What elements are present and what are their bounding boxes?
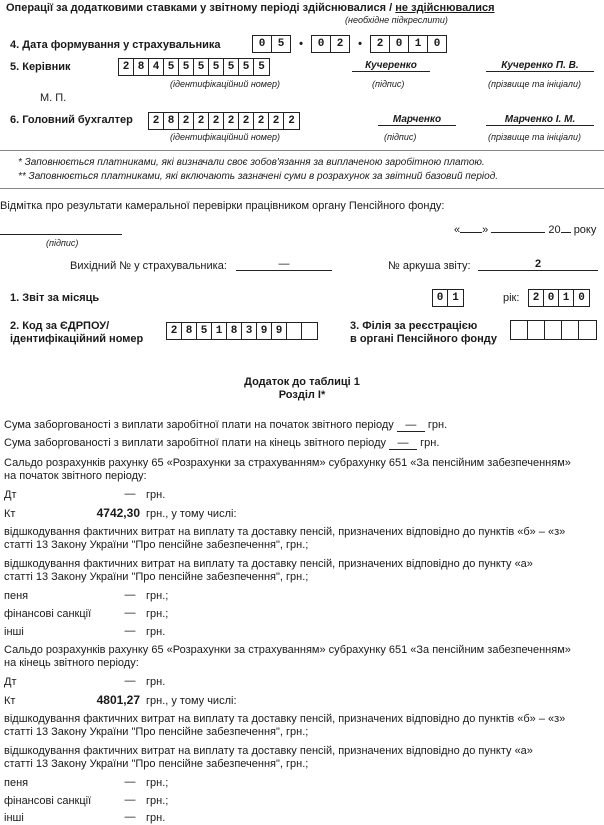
digit: 1: [452, 292, 459, 304]
dev-bv-line-2b: статті 13 Закону України "Про пенсійне забезпечення", грн.;: [4, 726, 309, 738]
dev-a-line-2: статті 13 Закону України "Про пенсійне забезпечення", грн.;: [4, 571, 309, 583]
sheet-label: № аркуша звіту:: [388, 260, 471, 272]
stamp-place: М. П.: [40, 92, 67, 104]
digit: 8: [227, 323, 242, 339]
debt-start-value: —: [397, 419, 425, 432]
digit: 2: [119, 59, 134, 75]
date-day: [252, 35, 291, 53]
digit: 2: [167, 323, 182, 339]
accountant-signature: Марченко: [378, 114, 456, 126]
divider: [0, 188, 604, 189]
dev-a-line-2b: статті 13 Закону України "Про пенсійне забезпечення", грн.;: [4, 758, 309, 770]
digit: 0: [433, 38, 441, 50]
digit: 2: [224, 113, 239, 129]
debt-end-unit: грн.: [420, 437, 440, 449]
digit: [562, 321, 579, 339]
other-unit-1: грн.: [146, 626, 166, 638]
ops-not-done: не здійснювалися: [395, 2, 495, 14]
debt-start-line: [4, 419, 447, 432]
report-year-label: рік:: [503, 292, 520, 304]
digit: 8: [134, 59, 149, 75]
digit: 5: [258, 61, 265, 73]
inspection-sign-hint: (підпис): [46, 238, 79, 248]
footnote-1: * Заповнюється платниками, які визначали своє зобов'язання за виплаченою заробітною платою.: [18, 157, 485, 168]
digit: 5: [164, 59, 179, 75]
debt-start-label: Сума заборгованості з виплати заробітної плати на початок звітного періоду: [4, 419, 394, 431]
code-label-1: 2. Код за ЄДРПОУ/: [10, 320, 110, 332]
sanctions-label-1: фінансові санкції: [4, 608, 92, 620]
date-dot: •: [358, 38, 362, 50]
other-value-2: —: [124, 811, 136, 823]
digit: [579, 321, 596, 339]
other-label-2: інші: [4, 812, 24, 824]
digit: 2: [269, 113, 284, 129]
date-month: [311, 35, 350, 53]
accountant-label: 6. Головний бухгалтер: [10, 114, 133, 126]
ops-sep: /: [389, 2, 393, 14]
digit: 2: [371, 36, 390, 52]
digit: 5: [239, 59, 254, 75]
date-dot: •: [299, 38, 303, 50]
inspection-text: Відмітка про результати камеральної перевірки працівником органу Пенсійного фонду:: [0, 200, 445, 212]
penalty-unit-2: грн.;: [146, 777, 169, 789]
accountant-name-hint: (прізвище та ініціали): [488, 132, 581, 142]
dev-a-line-1: відшкодування фактичних витрат на виплату та доставку пенсій, призначених відповідно до пункту «а»: [4, 558, 533, 570]
other-label-1: інші: [4, 626, 24, 638]
digit: [287, 323, 302, 339]
ops-hint: (необхідне підкреслити): [345, 15, 448, 25]
accountant-id-hint: (ідентифікаційний номер): [170, 132, 280, 142]
director-id-boxes: [118, 58, 270, 76]
outgoing-value: —: [236, 258, 332, 271]
dev-a-line-1b: відшкодування фактичних витрат на виплату та доставку пенсій, призначених відповідно до пункту «а»: [4, 745, 533, 757]
kt-suffix-1: грн., у тому числі:: [146, 508, 237, 520]
kt-value-2: 4801,27: [96, 693, 140, 707]
digit: 1: [212, 323, 227, 339]
dt-value-1: —: [124, 488, 136, 500]
code-boxes: [166, 322, 318, 340]
inspection-sign-line: [0, 234, 122, 235]
penalty-value-2: —: [124, 776, 136, 788]
digit: 5: [179, 59, 194, 75]
digit: 5: [194, 59, 209, 75]
other-value-1: —: [124, 625, 136, 637]
saldo-start-line-2: на початок звітного періоду:: [4, 470, 147, 482]
kt-suffix-2: грн., у тому числі:: [146, 695, 237, 707]
digit: 9: [272, 323, 287, 339]
accountant-signature-hint: (підпис): [384, 132, 417, 142]
ops-text: Операції за додатковими ставками у звітному періоді: [6, 2, 300, 14]
penalty-label-1: пеня: [4, 590, 29, 602]
penalty-unit-1: грн.;: [146, 590, 169, 602]
digit: 2: [288, 115, 295, 127]
director-id-hint: (ідентифікаційний номер): [170, 79, 280, 89]
penalty-value-1: —: [124, 589, 136, 601]
year-blank: [561, 232, 571, 233]
month-blank: [491, 232, 545, 233]
outgoing-label: Вихідний № у страхувальника:: [70, 260, 227, 272]
ops-done: здійснювалися: [302, 2, 387, 14]
digit: 2: [194, 113, 209, 129]
digit: 0: [544, 290, 559, 306]
digit: 0: [253, 36, 272, 52]
dev-bv-line-2: статті 13 Закону України "Про пенсійне забезпечення", грн.;: [4, 539, 309, 551]
debt-end-line: [4, 437, 439, 450]
saldo-end-line-1: Сальдо розрахунків рахунку 65 «Розрахунки за страхуванням» субрахунку 651 «За пенсійним забезпеченням»: [4, 644, 571, 656]
report-month-label: 1. Звіт за місяць: [10, 292, 100, 304]
digit: 8: [164, 113, 179, 129]
digit: 0: [433, 290, 448, 306]
sanctions-unit-1: грн.;: [146, 608, 169, 620]
dt-value-2: —: [124, 675, 136, 687]
digit: 2: [149, 113, 164, 129]
annex-section: Розділ I*: [278, 389, 326, 401]
digit: 5: [197, 323, 212, 339]
year-suffix: року: [573, 224, 597, 236]
branch-boxes: [510, 320, 597, 340]
branch-label-1: 3. Філія за реєстрацією: [350, 320, 478, 332]
digit: 2: [209, 113, 224, 129]
ops-line: [6, 2, 495, 14]
debt-end-value: —: [389, 437, 417, 450]
debt-start-unit: грн.: [427, 419, 448, 431]
sanctions-value-2: —: [124, 794, 136, 806]
director-name: Кучеренко П. В.: [486, 60, 594, 72]
digit: [545, 321, 562, 339]
date-quote-open: «: [454, 224, 461, 236]
digit: [302, 323, 317, 339]
saldo-start-line-1: Сальдо розрахунків рахунку 65 «Розрахунки за страхуванням» субрахунку 651 «За пенсійним забезпеченням»: [4, 457, 571, 469]
digit: 9: [257, 323, 272, 339]
digit: 0: [390, 36, 409, 52]
date-label: 4. Дата формування у страхувальника: [10, 39, 221, 51]
debt-end-label: Сума заборгованості з виплати заробітної плати на кінець звітного періоду: [4, 437, 386, 449]
kt-label-1: Кт: [4, 508, 16, 520]
digit: 1: [409, 36, 428, 52]
digit: [511, 321, 528, 339]
director-signature-hint: (підпис): [372, 79, 405, 89]
sanctions-label-2: фінансові санкції: [4, 795, 92, 807]
kt-label-2: Кт: [4, 695, 16, 707]
report-year-boxes: [528, 289, 590, 307]
director-label: 5. Керівник: [10, 61, 71, 73]
dt-label-1: Дт: [4, 489, 17, 501]
digit: 5: [224, 59, 239, 75]
digit: 5: [209, 59, 224, 75]
branch-label-2: в органі Пенсійного фонду: [350, 333, 497, 345]
digit: 2: [254, 113, 269, 129]
report-month-boxes: [432, 289, 464, 307]
saldo-end-line-2: на кінець звітного періоду:: [4, 657, 139, 669]
dev-bv-line-1b: відшкодування фактичних витрат на виплату та доставку пенсій, призначених відповідно до пунктів «б» – «з»: [4, 713, 566, 725]
digit: 2: [529, 290, 544, 306]
digit: 0: [312, 36, 331, 52]
other-unit-2: грн.: [146, 812, 166, 824]
digit: 5: [277, 38, 285, 50]
inspection-date: [454, 224, 596, 236]
date-year: [370, 35, 447, 53]
penalty-label-2: пеня: [4, 777, 29, 789]
digit: 8: [182, 323, 197, 339]
date-boxes: [252, 35, 447, 53]
director-name-hint: (прізвище та ініціали): [488, 79, 581, 89]
code-label-2: ідентифікаційний номер: [10, 333, 144, 345]
day-blank: [460, 232, 482, 233]
digit: [528, 321, 545, 339]
digit: 3: [242, 323, 257, 339]
digit: 2: [179, 113, 194, 129]
footnote-2: ** Заповнюється платниками, які включають зазначені суми в розрахунок за звітний базовий період.: [18, 171, 499, 182]
year-prefix: 20: [548, 224, 561, 236]
digit: 1: [559, 290, 574, 306]
digit: 2: [239, 113, 254, 129]
accountant-id-boxes: [148, 112, 300, 130]
digit: 0: [578, 292, 585, 304]
dt-unit-1: грн.: [146, 489, 166, 501]
sheet-value: 2: [478, 258, 598, 271]
annex-title: Додаток до таблиці 1: [244, 376, 360, 388]
date-quote-close: »: [482, 224, 489, 236]
digit: 4: [149, 59, 164, 75]
sanctions-value-1: —: [124, 607, 136, 619]
kt-value-1: 4742,30: [96, 506, 140, 520]
director-signature: Кучеренко: [352, 60, 430, 72]
sanctions-unit-2: грн.;: [146, 795, 169, 807]
dt-unit-2: грн.: [146, 676, 166, 688]
dt-label-2: Дт: [4, 676, 17, 688]
divider: [0, 150, 604, 151]
dev-bv-line-1: відшкодування фактичних витрат на виплату та доставку пенсій, призначених відповідно до пунктів «б» – «з»: [4, 526, 566, 538]
accountant-name: Марченко І. М.: [486, 114, 594, 126]
digit: 2: [336, 38, 344, 50]
